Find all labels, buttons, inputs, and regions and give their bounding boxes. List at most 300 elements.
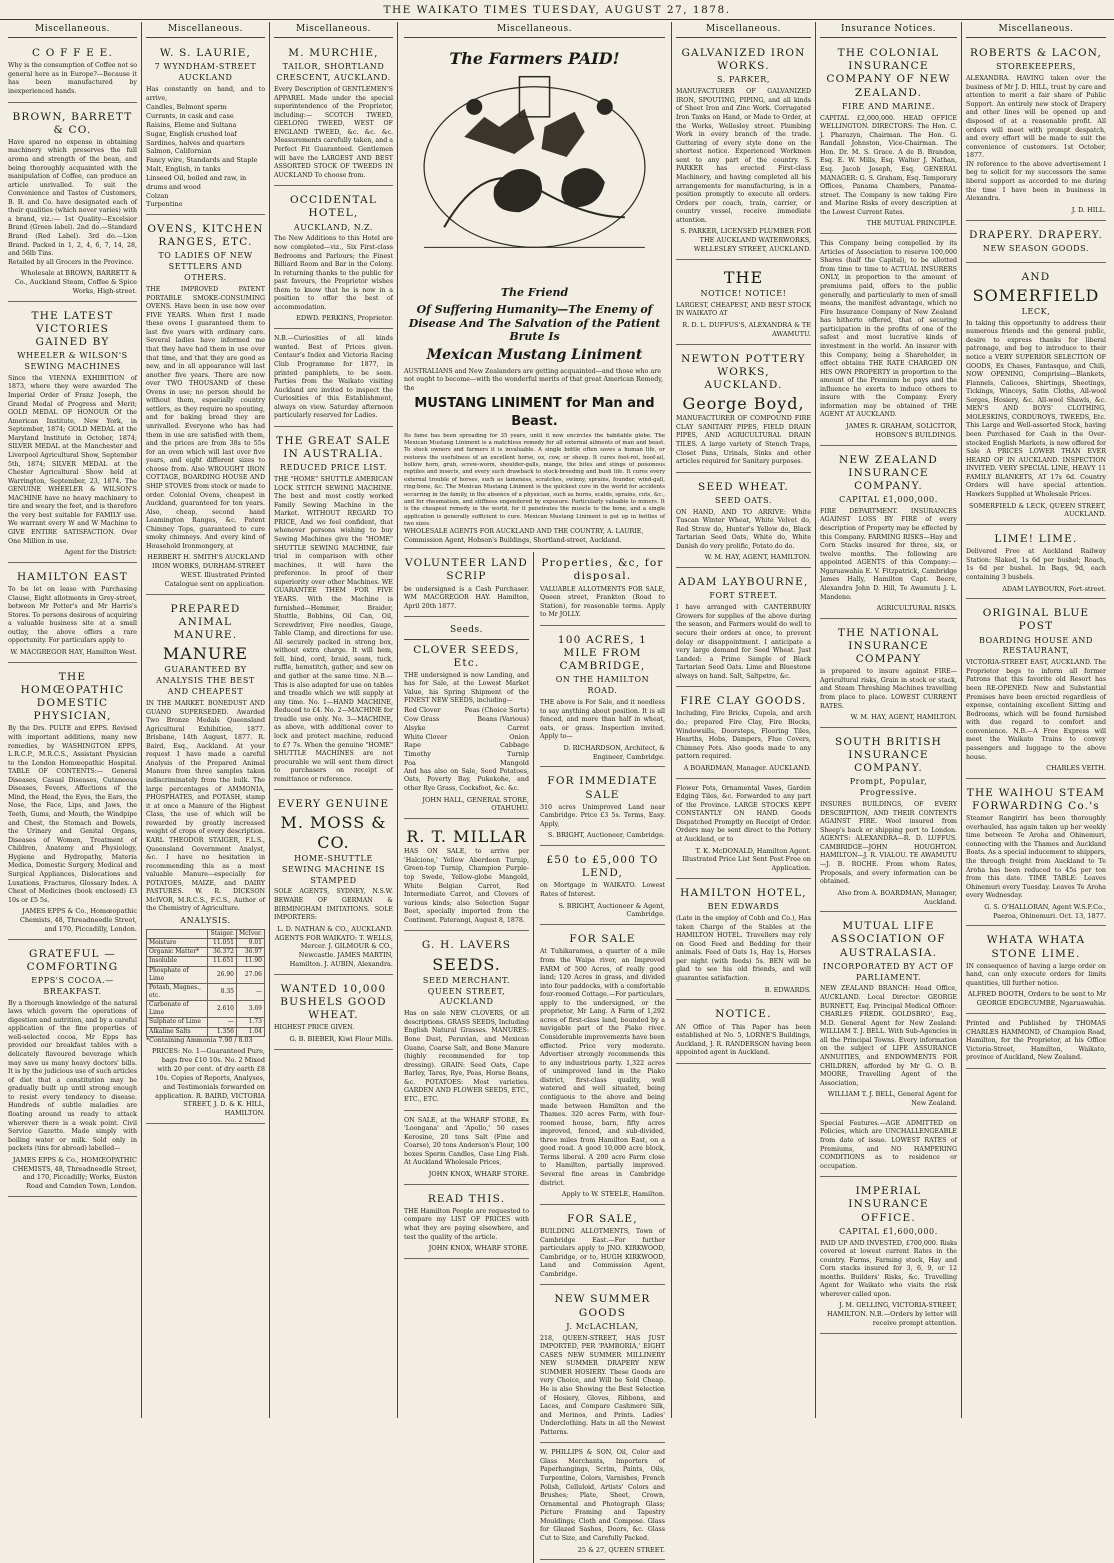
ad-signature: B. EDWARDS. (764, 985, 811, 994)
ad-body-text: Delivered Free at Auckland Railway Station: Slaked, 1s 6d per bushel; Roach, 1s 6d per bushel. In Bags, 9d, each containing 3 bushels. (966, 548, 1106, 581)
ad-item-list (146, 103, 265, 209)
page-column (142, 22, 270, 1418)
page-column (398, 22, 672, 1554)
ad-headline: PREPARED ANIMAL MANURE. (170, 602, 241, 642)
seed-right: Cabbage (499, 741, 529, 750)
seed-row (404, 759, 529, 768)
seed-row (404, 750, 529, 759)
advertisement (274, 189, 393, 329)
advertisement (540, 552, 665, 626)
advertisement (966, 929, 1106, 1014)
ad-subheadline: TO LADIES OF NEW SETTLERS AND OTHERS. (158, 251, 253, 283)
ad-body-text: MANUFACTURER OF GALVANIZED IRON, SPOUTING, PIPING, and all kinds of Sheet Iron and Zinc Work. Corrugated Iron Tanks on Hand, or Made to Order, at the Works, Wellesley street. Plumbing Work in every branch of the trade. Guttering of every style done on the shortest notice. Experienced Workmen sent to any part of the country. S. PARKER has erected First-class Machinery, and having completed all his arrangements for manufacturing, is in a position promptly to execute all orders. Orders per coach, train, carrier, or country vessel, receive immediate attention. (676, 88, 811, 224)
ad-body-text: Has on sale NEW CLOVERS, Of all descriptions. GRASS SEEDS, Including English Natural Grasses. MANURES: Bone Dust, Peruvian, and Mexican Guano, Coarse Salt, and Bone Manure (highly recommended for top dressing). GRAIN: Seed Oats, Cape Barley, Tares, Rye, Peas, Horse Beans, &c. POTATOES: Most varieties. GARDEN AND FLOWER SEEDS, ETC., ETC., ETC. (404, 1010, 529, 1103)
ad-display-line: SEEDS. (432, 954, 501, 974)
ad-body-text: The New Additions to this Hotel are now completed—viz., Six First-class Bedrooms and Parlours; the Finest Billiard Room and Bar in the Colony. In returning thanks to the public for past favours, the Proprietor wishes them to know that he is now in a position to offer the best of accommodation. (274, 235, 393, 311)
ad-list-item: Raisins, Eleme and Sultana (146, 120, 237, 129)
advertisement (540, 849, 665, 925)
ad-headline: EVERY GENUINE (277, 798, 390, 811)
ad-body-text: I have arranged with CANTERBURY Growers for supplies of the above during the season, and Farmers would do well to secure their orders at once, to prevent delay or disappointment. I anticipate a very large demand for Seed Wheat. Just Landed: a Prime Sample of Black Tartarian Seed Oats. Lime and Bluestone always on hand. Salt, Saltpetre, &c. (676, 604, 811, 680)
table-row (147, 983, 265, 1000)
ad-signature: Also from A. BOARDMAN, Manager, Auckland. (837, 888, 957, 906)
ad-subheadline: S. PARKER, (716, 75, 771, 85)
ad-signature: G. B. BIEBER, Kiwi Flour Mills. (289, 1034, 393, 1043)
advertisement (274, 793, 393, 975)
ad-list-item: Turpentine (146, 200, 183, 209)
ad-body-text: VICTORIA-STREET EAST, AUCKLAND. The Proprietor begs to inform all former Patrons that this favorite old Resort has been RE-OPENED. New and Substantial Premises have been erected regardless of expense, containing excellent Sitting and Bedrooms, which will be found furnished with due regard to comfort and convenience. N.B.—A Free Express will meet the Waikato Trains to convey passengers and luggage to the above house. (966, 659, 1106, 761)
ad-headline: GRATEFUL — COMFORTING (26, 947, 119, 973)
ad-headline: VOLUNTEER LAND SCRIP (405, 557, 528, 583)
ad-signature: 25 & 27, QUEEN STREET. (577, 1545, 665, 1554)
ad-headline: 100 ACRES, 1 MILE FROM CAMBRIDGE, (557, 633, 648, 673)
ad-body-text: BUILDING ALLOTMENTS, Town of Cambridge East.—For further particulars apply to JNO. KIRKWOOD, Cambridge, or to, HUGH KIRKWOOD, Land and Commission Agent, Cambridge. (540, 1228, 665, 1278)
advertisement (676, 690, 811, 778)
seed-right: Mangold (499, 759, 529, 767)
ad-body-text: INSURES BUILDINGS, OF EVERY DESCRIPTION, AND THEIR CONTENTS AGAINST FIRE. Wool insured from Sheep's back or shipping port to London. AGENTS: ALEXANDRA—R. D. LUFFUS. CAMBRIDGE—JOHN HOUGHTON. HAMILTON—J. R. VIALOU. TE AWAMUTU—J. B. ROCHE. From whom Rates, Proposals, and every information can be obtained. (820, 801, 957, 886)
advertisement (8, 566, 137, 663)
ad-signature: W. MACGREGOR HAY, Hamilton West. (10, 648, 137, 657)
seed-right: Turnip (506, 750, 529, 759)
analysis-cell: 1.73 (237, 1018, 265, 1027)
ad-list-item: Colzan (146, 191, 169, 200)
column-heading: Miscellaneous. (676, 22, 811, 38)
ad-signature: L. D. NATHAN & CO., AUCKLAND. AGENTS FOR WAIKATO: T. WELLS, Mercer. J. GILMOUR & CO., Newcastle. JAMES MARTIN, Hamilton. J. AUBIN, Alexandra. (274, 924, 393, 968)
ad-subheadline: FORT STREET. (709, 591, 778, 601)
ad-headline: CLOVER SEEDS, Etc. (413, 643, 520, 669)
analysis-cell: 26.90 (208, 966, 237, 983)
ad-headline: DRAPERY. DRAPERY. (968, 228, 1103, 241)
advertisement (146, 598, 265, 1124)
advertisement (966, 782, 1106, 927)
sub-column-right (540, 552, 665, 1563)
ad-subheadline: BEN EDWARDS (707, 902, 780, 912)
ad-body-text: N.B.—Curiosities of all kinds wanted. Best of Prices given. Centaur's Index and Victoria Racing Club Programme for 1877, in printed pamphlets, to be seen. Parties from the Waikato visiting Auckland are invited to inspect the Curiosities of this Establishment, always on view. Saturday afternoon particularly reserved for Ladies. (274, 335, 393, 420)
advertisement (820, 1180, 957, 1334)
advertisement (676, 571, 811, 687)
advertisement (8, 943, 137, 1197)
ad-signature: JAMES EPPS & Co., HOMŒOPATHIC CHEMISTS, 48, Threadneedle Street, and 170, Piccadilly; Works, Euston Road and Camden Town, London. (12, 1155, 137, 1191)
advertisement (8, 42, 137, 102)
analysis-cell: 2.610 (208, 1001, 237, 1018)
advertisement (676, 263, 811, 345)
ad-note: And has also on Sale, Seed Potatoes, Oats, Poverty Bay, Pukekohe, and other Rye Grass, Cocksfoot, &c. &c. (404, 767, 529, 792)
ad-subheadline: CAPITAL £1,000,000. (839, 495, 938, 505)
ad-body-text: THE Hamilton People are requested to compare my LIST OF PRICES with what they are paying elsewhere, and test the quality of the article. (404, 1207, 529, 1241)
column-heading: Miscellaneous. (966, 22, 1106, 38)
advertisement (676, 476, 811, 569)
ad-headline: THE LATEST VICTORIES GAINED BY (31, 309, 114, 349)
page-column (672, 22, 816, 1418)
seed-left: White Clover (404, 732, 448, 741)
ad-list-item: Candles, Belmont sperm (146, 103, 227, 112)
advertisement (404, 822, 529, 931)
page-column (4, 22, 142, 1418)
advertisement (540, 1288, 665, 1443)
advertisement (820, 731, 957, 912)
analysis-title: ANALYSIS. (180, 916, 231, 926)
ad-headline: NEW ZEALAND INSURANCE COMPANY. (839, 453, 938, 492)
ad-headline: BROWN, BARRETT & CO. (12, 110, 133, 136)
ad-headline: READ THIS. (427, 1192, 506, 1205)
ad-body-text: MANUFACTURER OF COMPOUND FIRE CLAY SANITARY PIPES, FIELD DRAIN PIPES, AND AGRICULTURAL DRAIN TILES. A large variety of Stench Traps, Closet Pans, Urinals, Sinks and other articles required for Sanitary purposes. (676, 415, 811, 466)
ad-subheadline: Prompt, Popular, Progressive. (849, 777, 928, 798)
ad-headline: FOR IMMEDIATE SALE (547, 775, 658, 801)
ad-subheadline: CAPITAL £1,600,000. (839, 1226, 938, 1236)
seed-right: Beans (Various) (477, 714, 529, 723)
ad-body-text: ON HAND, AND TO ARRIVE: White Tuscan Winter Wheat, White Velvet do, Red Straw do, Hunter's Yellow do, Black Tartarian Seed Oats, White do, White Danish do very prolific, Potato do do. (676, 508, 811, 550)
ad-headline: ORIGINAL BLUE POST (982, 607, 1090, 633)
advertisement (540, 629, 665, 768)
advertisement (540, 1446, 665, 1560)
ad-body-text: To be let on lease with Purchasing Clause, Eight allotments in Grey-street, between Mr Potter's and Mr Harris's Stores. To persons desirous of acquiring a valuable business site at a small outlay, the above offers a rare opportunity. For particulars apply to (8, 586, 137, 645)
advertisement (820, 237, 957, 445)
ad-headline: WHATA WHATA STONE LIME. (986, 934, 1086, 960)
ad-headline: Properties, &c, for disposal. (541, 557, 664, 583)
ad-signature: D. RICHARDSON, Architect, & Engineer, Cambridge. (563, 743, 665, 761)
ad-body-text: 218, QUEEN-STREET, HAS JUST IMPORTED, PER 'PAMBORIA,' EIGHT CASES NEW SUMMER MILLINERY NEW SUMMER DRAPERY NEW SUMMER HOSIERY. These Goods are very Choice, and Will be Sold Cheap. He is also Showing the Best Selection of Hosiery, Gloves, Ribbons, and Laces, and Compare Cashmere Silk, and Merinos, and Prints. Ladies' Underclothing. Hats in all the Newest Patterns. (540, 1334, 665, 1436)
seed-left: Cow Grass (404, 714, 440, 723)
advertisement (820, 42, 957, 234)
advertisement (540, 1208, 665, 1286)
advertisement (966, 528, 1106, 599)
column-heading: Miscellaneous. (146, 22, 265, 38)
ad-subheadline: AUCKLAND, N.Z. (293, 222, 374, 232)
ad-list-item: Fancy wire, Standards and Staple (146, 156, 258, 165)
analysis-cell: 36.97 (237, 948, 265, 957)
ad-headline: OCCIDENTAL HOTEL, (289, 194, 378, 220)
ad-signature: W. M. HAY, AGENT, HAMILTON. (850, 713, 957, 722)
ad-headline: THE WAIHOU STEAM FORWARDING Co.'s (966, 786, 1106, 813)
ad-body-text: IN consequence of having a large order on hand, can only execute orders for limits quantities, till further notice. (966, 962, 1106, 987)
advertisement (404, 1188, 529, 1259)
analysis-table (146, 929, 265, 1037)
analysis-cell: 11.90 (237, 957, 265, 966)
slogan-line-2: Of Suffering Humanity—The Enemy of Disease And The Salvation of the Patient Brute Is (408, 302, 661, 344)
analysis-header: Staiger. (208, 929, 237, 938)
analysis-cell: Carbonate of Lime (147, 1001, 208, 1018)
ad-note: IN reference to the above advertisement I beg to solicit for my successors the same liberal support as accorded to me during the time I have been in business in Alexandra. (966, 160, 1106, 203)
advertisement (966, 266, 1106, 526)
advertisement (274, 42, 393, 186)
ad-headline: FOR SALE (569, 933, 636, 946)
illustration-title: The Farmers PAID! (449, 49, 620, 69)
ad-body-text: is prepared to insure against FIRE—Agricultural risks, Grain in stock or stack, and Steam Threshing Machines travelling from place to place. LOWEST CURRENT RATES. (820, 668, 957, 710)
column-heading: Miscellaneous. (404, 22, 665, 38)
ad-signature: AGRICULTURAL RISKS. (876, 604, 957, 613)
ad-body-text: HIGHEST PRICE GIVEN. (274, 1024, 355, 1032)
ad-subheadline: WHEELER & WILSON'S SEWING MACHINES (17, 351, 128, 372)
advertisement (540, 928, 665, 1205)
advertisement (540, 770, 665, 846)
ad-signature: JOHN KNOX, WHARF STORE. (428, 1244, 529, 1253)
seed-left: Timothy (404, 750, 431, 759)
seed-left: Alsyke (404, 723, 426, 732)
columns-container (4, 22, 1110, 1554)
slogan-line-1: The Friend (500, 286, 569, 300)
ad-body-text: CAPITAL £2,000,000. HEAD OFFICE WELLINGTON. DIRECTORS: The Hon. C. J. Pharazyn, Chairman. The Hon. G. Randall Johnston, Vice-Chairman. The Hon. Dr. M. S. Grace. A de B. Brandon, Esq. E. W. Mills, Esq. Walter J. Nathan, Esq. Jacob Joseph, Esq. GENERAL MANAGER: G. S. Graham, Esq. Temporary Offices, Panama Chambers, Panama-street. The Company is now taking Fire and Marine Risks of every description at the Lowest Current Rates. (820, 114, 957, 216)
seed-row (404, 741, 529, 750)
ad-subheadline: TAILOR, SHORTLAND CRESCENT, AUCKLAND. (276, 62, 391, 83)
ad-body-text: Printed and Published by THOMAS CHARLES HAMMOND, of Champion Road, Hamilton, for the Proprietor, at his Office Victoria-Street, Hamilton, Waikato, province of Auckland, New Zealand. (966, 1020, 1106, 1062)
liniment-illustration (404, 42, 665, 282)
ad-signature: HERBERT H. SMITH'S AUCKLAND IRON WORKS, DURHAM-STREET WEST. Illustrated Printed Catalogue sent on application. (147, 553, 265, 588)
advertisement (676, 782, 811, 879)
ad-signature: THE MUTUAL PRINCIPLE. (866, 219, 957, 228)
advertisement (820, 622, 957, 728)
analysis-cell: Sulphate of Lime (147, 1018, 208, 1027)
table-row (147, 948, 265, 957)
ad-signature: J. M. GELLING, VICTORIA-STREET, HAMILTON. N.B.—Orders by letter will receive prompt attention. (827, 1301, 957, 1328)
ad-headline: SOUTH BRITISH INSURANCE COMPANY. (834, 735, 943, 775)
ad-signature: J. D. HILL. (1071, 205, 1106, 214)
analysis-cell: 11.651 (208, 957, 237, 966)
ad-signature: JOHN HALL, GENERAL STORE, OTAHUHU. (422, 795, 529, 813)
ad-signature: W. M. HAY, AGENT, HAMILTON. (704, 553, 811, 562)
ad-display-line: SOMERFIELD (972, 285, 1100, 305)
ad-headline: THE GREAT SALE IN AUSTRALIA. (276, 434, 391, 461)
advertisement (146, 42, 265, 215)
ad-body-text: VALUABLE ALLOTMENTS FOR SALE, Queen street, Frankton (Road to Station), for reasonable terms. Apply to Mr JOLLY. (540, 585, 665, 619)
ad-signature: Apply to W. STEELE, Hamilton. (561, 1190, 665, 1199)
ad-headline: GALVANIZED IRON WORKS. (681, 47, 806, 73)
ad-list-item: Malt, English, in tanks (146, 165, 221, 174)
ad-list-item: Currants, in cask and case (146, 112, 234, 121)
ad-subheadline: NEW SEASON GOODS. (982, 243, 1090, 253)
analysis-cell: 1.04 (237, 1027, 265, 1036)
ad-display-line: THE (723, 267, 764, 287)
ad-body-text: LARGEST, CHEAPEST, AND BEST STOCK IN WAIKATO AT (676, 301, 811, 318)
masthead-title: THE WAIKATO TIMES TUESDAY, AUGUST 27, 1878. (383, 3, 731, 16)
ad-signature: SOMERFIELD & LECK, QUEEN STREET, AUCKLAND. (968, 501, 1106, 519)
ad-headline: AND (1021, 270, 1051, 283)
ad-subheadline: BOARDING HOUSE AND RESTAURANT, (978, 635, 1094, 656)
ad-subheadline: J. McLACHLAN, (566, 1321, 639, 1331)
ad-headline: OVENS, KITCHEN RANGES, ETC. (147, 223, 264, 249)
analysis-note: *Containing Ammonia 7.90 / 8.03 (146, 1036, 253, 1044)
ad-subheadline: REDUCED PRICE LIST. (279, 463, 388, 473)
section-heading: Seeds. (404, 623, 529, 639)
ad-body-text: Special Features.—AGE ADMITTED on Policies, which are UNCHALLENGEABLE from date of issue. LOWEST RATES of Premiums, and NO HAMPERING CONDITIONS as to residence or occupation. (820, 1119, 957, 1170)
ad-headline: HAMILTON HOTEL, (680, 887, 807, 900)
analysis-cell: Phosphate of Lime (147, 966, 208, 983)
ad-headline: C O F F E E. (32, 47, 113, 60)
advertisement (8, 305, 137, 563)
analysis-cell: 9.01 (237, 939, 265, 948)
ad-display-line: George Boyd, (682, 394, 805, 414)
ad-note: Retailed by all Grocers in the Province. (8, 258, 134, 266)
slogan-product: Mexican Mustang Liniment (426, 347, 643, 364)
ad-subheadline: LECK, (1021, 306, 1051, 316)
table-row (147, 957, 265, 966)
ad-headline: HAMILTON EAST (17, 570, 128, 583)
ad-display-line: R. T. MILLAR (406, 827, 527, 847)
ad-headline: ROBERTS & LACON, (969, 47, 1103, 60)
advertisement (820, 915, 957, 1114)
analysis-cell: Organic Matter* (147, 948, 208, 957)
ad-body-text: be undersigned is a Cash Purchaser. WM MACGREGOR HAY. Hamilton, April 20th 1877. (404, 585, 529, 610)
ad-headline: W. S. LAURIE, (159, 47, 252, 60)
ad-headline: FOR SALE, (567, 1212, 638, 1225)
ad-subheadline: HOME-SHUTTLE SEWING MACHINE IS STAMPED (281, 853, 386, 885)
mustang-intro: AUSTRALIANS and New Zealanders are getting acquainted—and those who are not ought to become—with the wonderful merits of that great American Remedy, the (404, 367, 664, 392)
ad-headline: NOTICE. (715, 1008, 772, 1021)
ad-signature: R. D. L. DUFFUS'S, ALEXANDRA & TE AWAMUTU. (682, 321, 811, 338)
advertisement (404, 620, 529, 819)
advertisement (404, 934, 529, 1110)
analysis-cell: 1.356 (208, 1027, 237, 1036)
ad-headline: LIME! LIME. (994, 533, 1078, 546)
ad-signature: EDWD. PERKINS, Proprietor. (296, 314, 393, 323)
ad-body-text: FIRE DEPARTMENT. INSURANCES AGAINST LOSS BY FIRE of every description of Property may be effected by this Company. FARMING RISKS—Hay and Corn Stacks insured for three, six, or twelve months. The following are appointed AGENTS of this Company:— Ngaruawahia E. V. Fitzpatrick, Cambridge James Hally, Hamilton Capt. Beere, Alexandra John D. Hill, Te Awamutu J. L. Mandeno. (820, 507, 957, 601)
advertisement (820, 1117, 957, 1177)
advertisement (676, 1003, 811, 1063)
advertisement (274, 430, 393, 790)
ad-body-text: NEW ZEALAND BRANCH: Head Office, AUCKLAND. Local Director: GEORGE BURNETT, Esq. Principal Medical Officer: CHARLES FREDK. GOLDSBRO', Esq., M.D. General Agent for New Zealand: WILLIAM T. J. BELL. With Sub-Agencies in all the Principal Towns. Every information on the subject of LIFE ASSURANCE ANNUITIES, and ENDOWMENTS FOR CHILDREN, afforded by Mr G. O. B. MOORE, Travelling Agent of the Association, (820, 985, 957, 1087)
advertisement (274, 978, 393, 1050)
ad-body-text: By a thorough knowledge of the natural laws which govern the operations of digestion and nutrition, and by a careful application of the fine properties of well-selected cocoa, Mr Epps has provided our breakfast tables with a delicately flavoured beverage which may save us many heavy doctors' bills. It is by the judicious use of such articles of diet that a constitution may be gradually built up until strong enough to resist every tendency to disease. Hundreds of subtle maladies are floating around us ready to attack wherever there is a weak point. Civil Service Gazette. Made simply with boiling water or milk. Sold only in packets (tins for abroad) labelled— (8, 999, 137, 1153)
ad-signature: JAMES R. GRAHAM, SOLICITOR, HOBSON'S BUILDINGS. (845, 422, 957, 439)
table-row (147, 1018, 265, 1027)
seed-row (404, 724, 529, 733)
ad-headline: NEW SUMMER GOODS (554, 1293, 651, 1319)
seed-row (404, 706, 529, 715)
mustang-body: Its fame has been spreading for 35 years, until it now encircles the habitable globe. The Mexican Mustang Liniment is a matchless remedy for all external ailments of man and beast. To stock owners and farmers it is invaluable. A single bottle often saves a human life, or restores the usefulness of an excellent horse, ox, cow, or sheep. It cures foot-rot, hoof-ail, hollow horn, grub, screw-worm, shoulder-galls, mange, the bites and stings of poisonous reptiles and insects, and every such drawback to stock-breeding and bush life. It cures every external trouble of horses, such as lameness, scratches, swinny, sprains, founder, wind-gall, ring-bone, &c. The Mexican Mustang Liniment is the quickest cure in the world for accidents occurring in the family, in the absence of a physician, such as burns, scalds, sprains, cuts, &c., and for rheumatism, and stiffness engendered by exposure. Particularly valuable to miners. It is the cheapest remedy in the world, for it penetrates the muscle to the bone, and a single application is generally sufficient to cure. Mexican Mustang Liniment is put up in bottles of two sizes. (404, 432, 665, 527)
ad-signature: Agent for the District: (64, 548, 137, 557)
ad-body-text: At Tuhikaramea, a quarter of a mile from the Waipa river, an Improved FARM of 500 Acres, of really good land; 120 Acres in grass, and divided into four paddocks, with a comfortable four-roomed Cottage.—For particulars, apply to the undersigned, or the proprietor, Mr Lang. A Farm of 1,292 acres of first-class land, bounded by a navigable part of the Piako river. Considerable improvements have been effected. Price very moderate. Advertiser strongly recommends this to any industrious party. 1,322 acres of unimproved land in the Piako district, first-class quality, well watered and well situated, being contiguous to the above and being made between Hamilton and the Thames. 320 acres Farm, with four-roomed house, barn, fifty acres improved, fenced, and sub-divided, three miles from Hamilton East, on a good road. A good 10,000 acre block, Terms liberal. A 200 acre Farm close to Hamilton, partially improved. Several fine areas in Cambridge district. (540, 948, 665, 1187)
ad-list-item: Sugar, English crushed loaf (146, 129, 237, 138)
ad-signature: A BOARDMAN, Manager. AUCKLAND. (683, 763, 811, 772)
ad-body-text: Steamer Rangiriri has been thoroughly overhauled, has again taken up her weekly time between Te Aroha and Ohinemuri, connecting with the Thames and Auckland Boats. As a special inducement to shippers, the through freight from Auckland to Te Aroha has been reduced to 45s per ton from this date. TIME TABLE: Leaves Ohinemuri every Tuesday. Leaves Te Aroha every Wednesday. (966, 815, 1106, 900)
two-column-block (404, 552, 665, 1563)
analysis-cell: Insoluble (147, 957, 208, 966)
ad-signature: Wholesale at BROWN, BARRETT & Co., Auckland Steam, Coffee & Spice Works, High-street. (14, 269, 137, 295)
ad-headline: SEED WHEAT. (698, 480, 789, 493)
advertisement (966, 602, 1106, 779)
ad-signature: T. K. McDONALD, Hamilton Agent. Illustrated Price List Sent Post Free on Application. (682, 846, 811, 873)
ad-signature: JAMES EPPS & Co., Homœopathic Chemists, 48, Threadneedle Street, and 170, Piccadilly, London. (19, 907, 137, 933)
ad-body-text: ALEXANDRA. HAVING taken over the business of Mr J. D. HILL, trust by care and attention to merit a fair share of Public Support. An entirely new stock of Drapery and other lines will be opened up and disposed of at a reasonable profit. All orders will meet with prompt despatch, and every effort will be made to suit the convenience of customers. 1st October, 1877. (966, 75, 1106, 160)
analysis-cell: — (208, 1018, 237, 1027)
ad-subheadline: INCORPORATED BY ACT OF PARLIAMENT. (823, 961, 954, 982)
ad-signature: G. S. O'HALLORAN, Agent W.S.F.Co., Paeroa, Ohinemuri. Oct. 13, 1877. (984, 902, 1106, 920)
mustang-agent: WHOLESALE AGENTS FOR AUCKLAND AND THE COUNTRY, A. LAURIE, Commission Agent, Hobson's Buildings, Shortland-street, Auckland. (404, 528, 644, 544)
analysis-cell: 3.69 (237, 1001, 265, 1018)
ad-signature: WILLIAM T. J. BELL, General Agent for New Zealand. (827, 1090, 957, 1108)
seed-right: Onion (509, 732, 529, 741)
ad-body-text: Since the VIENNA EXHIBITION of 1873, where they were awarded The Imperial Order of Franz Joseph, the Grand Medal of Progress and Merit; GOLD MEDAL OF HONOUR Of the American Institute, New York, in September, 1874; GOLD MEDAL at the Maryland Institute in October, 1874; SILVER MEDAL at the Manchester and Liverpool Agricultural Show, September 5th, 1874; SILVER MEDAL at the Chester Agricultural Show held at Warrington, September, 23, 1874. The GENUINE WHEELER & WILSON'S MACHINE have no heavy machinery to tire and weary the feet, and is therefore the very best suitable for FAMILY use. We warrant every W and W Machine to GIVE ENTIRE SATISFACTION. Over One Million in use. (8, 374, 137, 545)
advertisement (676, 42, 811, 260)
ad-subheadline: NOTICE! NOTICE! (700, 289, 787, 299)
page-column (962, 22, 1110, 1418)
advertisement (676, 348, 811, 473)
ad-body-text: Why is the consumption of Coffee not so general here as in Europe?—Because it has been manufactured by inexperienced hands. (8, 62, 137, 96)
advertisement (676, 882, 811, 1000)
advertisement (820, 449, 957, 619)
advertisement (966, 42, 1106, 220)
ad-body-text: THE IMPROVED PATENT PORTABLE SMOKE-CONSUMING OVENS. Have been in use now over FIVE YEARS. When first I made these ovens I guaranteed them to last five years with ordinary care. Several ladies have informed me that they have had them in use over that time, and that they are good as new, and in all appearance will last another five years. There are now over TWO THOUSAND of these Ovens in use; no person should be without them, especially country settlers, as they require no spouting, and for baking bread they are unrivalled. Everyone who has had them in use are satisfied with them, and the prices are from 38s to 55s for an oven which will last over five years, and eight different sizes to choose from. Also WROUGHT IRON COTTAGE, BOARDING HOUSE AND SHIP STOVES from stock or made to order. Colonial Ovens, cheapest in Auckland, guaranteed for ten years. Also, cheap, second hand Leamington Ranges, &c. Patent Chimney Tops, guaranteed to cure smoky chimneys. And every kind of Household Ironmongery, at (146, 286, 265, 550)
advertisement (8, 106, 137, 302)
seed-row (404, 715, 529, 724)
ad-body-text: SOLE AGENTS, SYDNEY, N.S.W. BEWARE OF GERMAN & BIRMINGHAM IMITATIONS. SOLE IMPORTERS: (274, 888, 393, 922)
ad-body-text: AN Office of This Paper has been established at No. 5, LORNE'S Buildings, Auckland, J. R. RANDERSON having been appointed agent in Auckland. (676, 1023, 811, 1057)
ad-subheadline: STOREKEEPERS, (996, 62, 1076, 72)
ad-headline: IMPERIAL INSURANCE OFFICE. (848, 1185, 929, 1224)
table-row (147, 1027, 265, 1036)
ad-body-text: In taking this opportunity to address their numerous friends and the general public, desire to express thanks for liberal patronage, and beg to introduce to their notice a VERY SUPERIOR SELECTION OF GOODS, Ex Chases, Fantasque, and Chili, NOW OPENING, Comprising—Blankets, Flannels, Calicoes, Shirtings, Sheetings, Tickings, Winceys, Satin Cloths, All-wool Serges, Hosiery, &c. All-wool Shawls, &c. MEN'S AND BOYS' CLOTHING, MOLESKINS, CORDUROYS, TWEEDS, Etc. This Large and Well-assorted Stock, having been Purchased for Cash in the Over-stocked English Markets, is now offered for Sale A PRICES LOWER THAN EVER HEARD OF IN AUCKLAND. INSPECTION INVITED. VERY SPECIAL LINE, HEAVY 11 FAMILY BLANKETS, AT 17s 6d. Country Orders will have special attention. Hawkers Supplied at Wholesale Prices. (966, 319, 1106, 498)
ad-headline: £50 to £5,000 TO LEND, (546, 854, 659, 880)
ad-list-item: Linseed Oil, boiled and raw, in drums and wood (146, 173, 247, 191)
ad-headline: THE COLONIAL INSURANCE COMPANY OF NEW ZEALAND. (826, 47, 951, 99)
ad-signature: S. BRIGHT, Auctioneer & Agent, Cambridge. (558, 901, 665, 919)
ad-body-text: THE above is For Sale, and it needless to say anything about position. It is all fenced, and more than half in wheat, oats, or grass. Inspection invited. Apply to— (540, 698, 665, 741)
analysis-cell: 11.051 (208, 939, 237, 948)
ad-body-text: THE "HOME" SHUTTLE AMERICAN LOCK STITCH SEWING MACHINE. The best and most costly worked Family Sewing Machine in the Market. WITHOUT REGARD TO PRICE, And we feel confident, that whenever persons wishing to buy Sewing Machines give the "HOME" SHUTTLE SEWING MACHINE, fair trial in comparison with other machines, it will have the preference. In proof of their superiority over other Machines. WE GUARANTEE THEM FOR FIVE YEARS. With the Machine is furnished—Hemmer, Braider, Shuttle, Bobbins, Oil Can, Oil, Screwdriver, Five needles, Gauge, Table Clamp, and directions for use. All securely packed in strong box, without extra charge. It will hem, fell, bind, cord, braid, seam, tuck, ruffle, hemstitch, gather, and sew on and gather at the same time. N.B.—This is also adapted for use on tables and treadle which we will supply at any time. No. 1—HAND MACHINE, Reduced to £4. No. 2—MACHINE for treadle use only. No. 3—MACHINE, as above, with additional cover to lock and protect machine, reduced to £7 7s. When the genuine "HOME" SHUTTLE MACHINES are not procurable we will sent them direct to purchasers on receipt of remittance or reference. (274, 476, 393, 783)
advertisement (966, 224, 1106, 263)
ad-body-text: This Company being compelled by its Articles of Association to reserve 100,000 Shares (half the Capital), to be allotted from time to time to ACTUAL INSURERS ONLY, in proportion to the amount of premiums paid, offers to the public generally, and particularly to men of small means, the manifest advantage, which no Fire Insurance Company of New Zealand has hitherto offered, that of securing participation in the profits of one of the safest and most lucrative kinds of investment in the world. An insurer with this Company, being a Shareholder, in effect obtains THE RATE CHARGED ON HIS OWN PROPERTY in proportion to the amount of the Premium he pays and the influence he exerts to induce others to insure with the Company. Every information may be obtained of THE AGENT AT AUCKLAND. (820, 240, 957, 419)
analysis-cell: Potash, Magnes., etc. (147, 983, 208, 1000)
ad-subheadline: FIRE AND MARINE. (842, 101, 935, 111)
ad-signature: CHARLES VEITH. (1046, 764, 1106, 773)
ad-headline: G. H. LAVERS (421, 939, 512, 952)
ad-body-text: ON SALE, at the WHARF STORE, Ex 'Loongana' and 'Apollo,' 50 cases Kerosine, 20 tons Salt (Fine and Coarse), 20 tons Anderson's Flour, 100 boxes Sperm Candles, Case Ling Fish. At Auckland Wholesale Prices, (404, 1116, 529, 1167)
ad-body-text: PAID UP AND INVESTED, £700,000. Risks covered at lowest current Rates in the country. Farms, Farming stock, Hay and Corn stacks insured for 3, 6, 9, or 12 months. Builders' Risks, &c. Travelling Agent for Waikato who visits the risk wherever called upon. (820, 1239, 957, 1298)
ad-body-text: on Mortgage in WAIKATO. Lowest Rates of Interest. (540, 882, 665, 899)
ad-headline: FIRE CLAY GOODS. (680, 695, 807, 708)
advertisement (966, 1017, 1106, 1069)
ad-body-text: THE undersigned is now Landing, and has for Sale, at the Lowest Market Value, his Spring Shipment of the FINEST NEW SEEDS, including— (404, 671, 529, 705)
ad-body-text: By the Drs. PULTE and EPPS. Revised with important additions, many new remedies, by WASHINGTON EPPS, L.R.C.P., M.R.C.S., Assistant Physician to the London Homœopathic Hospital. TABLE OF CONTENTS:— General Diseases, Casual Diseases, Cutaneous Diseases, Fevers, Affections of the Mind, the Head, the Eyes, the Ears, the Nose, the Face, Lips, and Jaws, the Teeth, Gums, and Mouth, the Windpipe and Chest, the Stomach and Bowels, the Urinary and Genital Organs, Diseases of Women, Treatment of Children, Anatomy and Physiology, Hygiene and Hydropathy, Materia Medica, Domestic Surgery, Medical and Surgical Appliances, Dislocations and Luxations, Fractures, Glossary Index. A Chest of Medicines (book enclosed) £3 10s or £5 5s. (8, 725, 137, 904)
seed-left: Rape (404, 741, 421, 750)
analysis-cell: 36.372 (208, 948, 237, 957)
ad-subheadline: GUARANTEED BY ANALYSIS THE BEST AND CHEAPEST (156, 665, 255, 697)
column-heading: Miscellaneous. (274, 22, 393, 38)
advertisement (404, 1114, 529, 1185)
ad-display-line: M. MOSS & CO. (280, 813, 387, 852)
analysis-header (147, 929, 208, 938)
ad-body-text: HAS ON SALE, to arrive per 'Halcione,' Yellow Aberdeen Turnip, Green-top Turnip, Champion Purple-top Swede, Yellow-globe Mangold, White Belgian Carrot, Red Intermediate Carrot, and Clovers of various kinds; also Selection Sugar Beet, specially imported from the Continent. Paterangi, August 8, 1878. (404, 848, 529, 924)
ad-list-item: Sardines, halves and quarters (146, 138, 245, 147)
analysis-cell: 8.35 (208, 983, 237, 1000)
masthead (0, 0, 1114, 20)
illustration-art (404, 42, 665, 282)
analysis-header: McIvor. (237, 929, 265, 938)
seed-left: Red Clover (404, 706, 441, 715)
table-row (147, 1001, 265, 1018)
seed-right: Peas (Choice Sorts) (464, 706, 529, 715)
ad-signature: JOHN KNOX, WHARF STORE. (428, 1169, 529, 1178)
ad-headline: NEWTON POTTERY WORKS, AUCKLAND. (681, 352, 806, 391)
analysis-cell: Moisture (147, 939, 208, 948)
ad-body-text: IN THE MARKET. BONEDUST AND GUANO SUPERSEDED. Awarded Two Bronze Medals Queensland Agricultural Exhibition, 1877. Brisbane, 14th August, 1877. R. Baird, Esq., Auckland. At your request I have made a careful Analysis of the Prepared Animal Manure from three samples taken indiscriminately from the bulk. The large percentages of AMMONIA, PHOSPHATES, and POTASH, stamp it at once a Manure of the Highest Class, the use of which will be rewarded by greatly increased weight of crops of every description. KARL THEODOR STAIGER, F.L.S., Queensland Government Analyst, &c. I have no hesitation in recommending this as a most valuable Manure—especially for POTATOES, MAIZE, and DAIRY PASTURES. W. R. DICKSON McIVOR, M.R.C.S., F.C.S., Author of the Chemistry of Agriculture. (146, 699, 265, 913)
ad-body-text: Including, Fire Bricks, Cupola, and arch do.; prepared Fire Clay, Fire Blocks, Windowsills, Doorsteps, Flooring Tiles, Hearths, Hobs, Dampers, Flue Covers, Chimney Pots. Also goods made to any pattern required. (676, 710, 811, 761)
ad-headline: ADAM LAYBOURNE, (678, 576, 809, 589)
ad-list-item: Salmon, Californian (146, 147, 212, 156)
column-heading: Miscellaneous. (8, 22, 137, 38)
seed-row (404, 733, 529, 742)
column-heading: Insurance Notices. (820, 22, 957, 38)
ad-subheadline: 7 WYNDHAM-STREET AUCKLAND (154, 62, 257, 83)
ad-body-text: 310 acres Unimproved Land near Cambridge. Price £3 5s. Terms, Easy. Apply, (540, 803, 665, 828)
ad-subheadline: SEED OATS. (714, 495, 773, 505)
table-row (147, 966, 265, 983)
ad-headline: WANTED 10,000 BUSHELS GOOD WHEAT. (280, 982, 387, 1022)
page-column (270, 22, 398, 1418)
ad-display-line: MANURE (162, 644, 249, 664)
analysis-cell: Alkaline Salts (147, 1027, 208, 1036)
sub-column-left (404, 552, 534, 1563)
advertisement (274, 332, 393, 427)
ad-signature: ADAM LAYBOURN, Fort-street. (1002, 584, 1106, 593)
